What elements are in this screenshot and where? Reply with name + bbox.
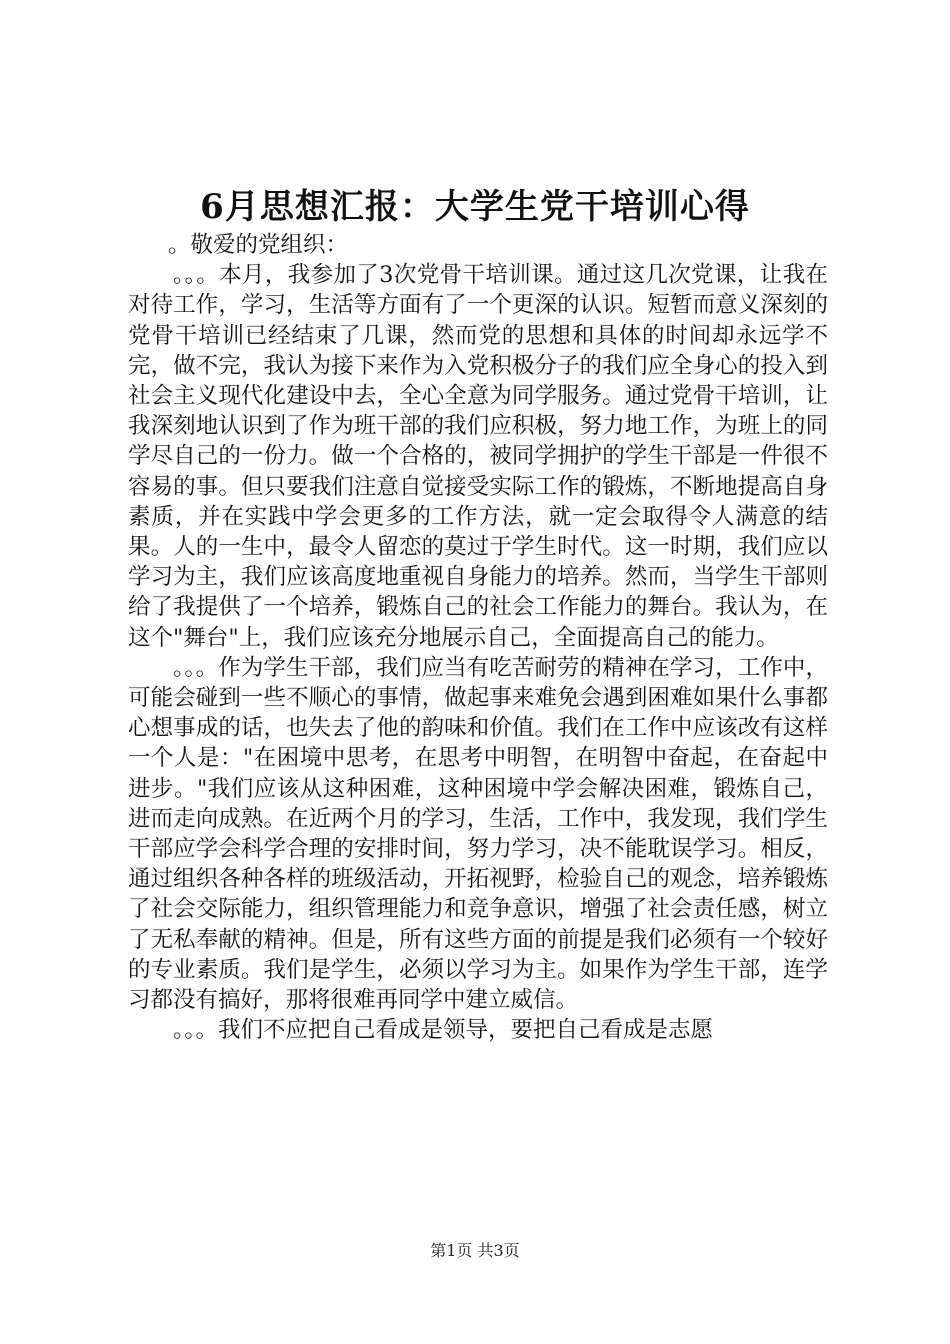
- page-number-footer: 第1页 共3页: [430, 1241, 520, 1260]
- paragraph-1: 。。。本月，我参加了3次党骨干培训课。通过这几次党课，让我在对待工作，学习，生活等方面有了一个更深的认识。短暂而意义深刻的党骨干培训已经结束了几课，然而党的思想和具体的时间却永远学不完，做不完，我认为接下来作为入党积极分子的我们应全身心的投入到社会主义现代化建设中去，全心全意为同学服务。通过党骨干培训，让我深刻地认识到了作为班干部的我们应积极，努力地工作，为班上的同学尽自己的一份力。做一个合格的，被同学拥护的学生干部是一件很不容易的事。但只要我们注意自觉接受实际工作的锻炼，不断地提高自身素质，并在实践中学会更多的工作方法，就一定会取得令人满意的结果。人的一生中，最令人留恋的莫过于学生时代。这一时期，我们应以学习为主，我们应该高度地重视自身能力的培养。然而，当学生干部则给了我提供了一个培养，锻炼自己的社会工作能力的舞台。我认为，在这个"舞台"上，我们应该充分地展示自己，全面提高自己的能力。: [128, 262, 828, 651]
- paragraph-3: 。。。我们不应把自己看成是领导，要把自己看成是志愿: [173, 1017, 714, 1044]
- document-title: 6月思想汇报：大学生党干培训心得: [200, 187, 750, 227]
- document-body: [128, 230, 828, 1045]
- paragraph-2: 。。。作为学生干部，我们应当有吃苦耐劳的精神在学习，工作中，可能会碰到一些不顺心的事情，做起事来难免会遇到困难如果什么事都心想事成的话，也失去了他的韵味和价值。我们在工作中应该改有这样一个人是："在困境中思考，在思考中明智，在明智中奋起，在奋起中进步。"我们应该从这种困难，这种困境中学会解决困难，锻炼自己，进而走向成熟。在近两个月的学习，生活，工作中，我发现，我们学生干部应学会科学合理的安排时间，努力学习，决不能耽误学习。相反，通过组织各种各样的班级活动，开拓视野，检验自己的观念，培养锻炼了社会交际能力，组织管理能力和竞争意识，增强了社会责任感，树立了无私奉献的精神。但是，所有这些方面的前提是我们必须有一个较好的专业素质。我们是学生，必须以学习为主。如果作为学生干部，连学习都没有搞好，那将很难再同学中建立威信。: [128, 654, 828, 1014]
- salutation: 。敬爱的党组织：: [168, 232, 349, 258]
